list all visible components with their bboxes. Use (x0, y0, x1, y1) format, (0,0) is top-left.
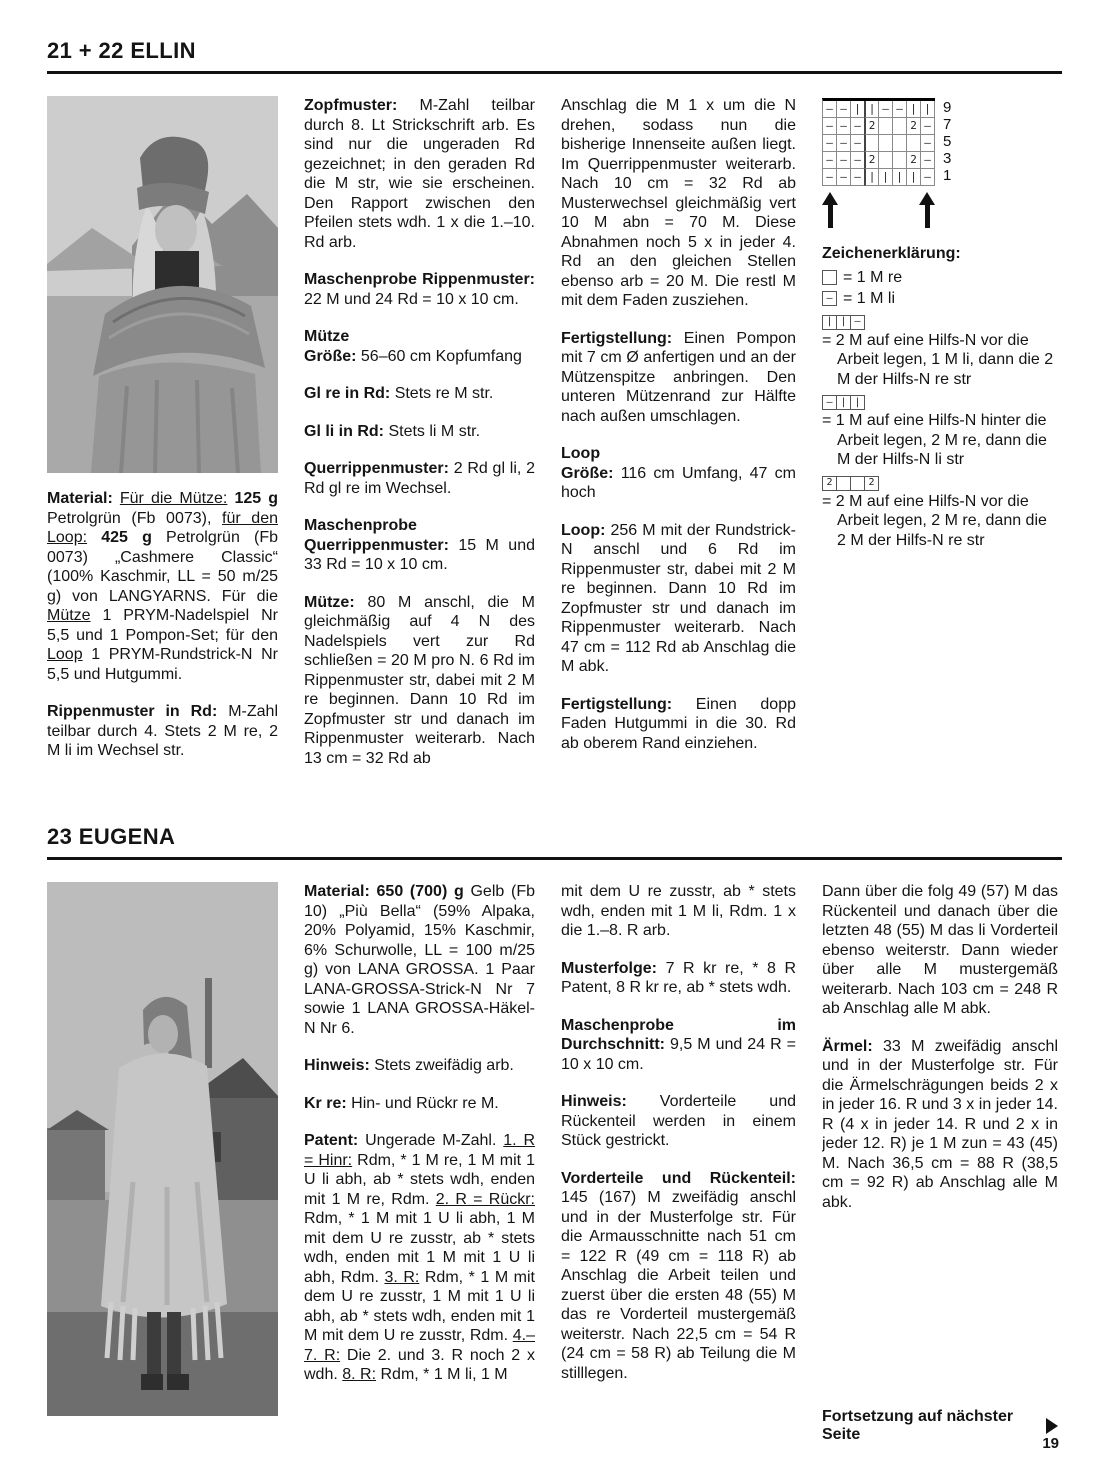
groesse-label: Größe: (304, 347, 357, 365)
chart-cell: | (851, 101, 865, 118)
vorderteile-rueckenteil-paragraph (561, 1169, 796, 1384)
next-page-arrow-icon (1046, 1418, 1058, 1434)
patent-seg: Rdm, * 1 M mit dem U re zusstr, 1 M mit 1 U li abh, ab * stets wdh, enden mit 1 M mit dem U re zusstr, Rdm. (304, 1268, 535, 1344)
groesse-text: 116 cm Umfang, 47 cm hoch (561, 464, 796, 501)
patent-row1-label: 1. R = Hinr: (304, 1132, 535, 1169)
cable-symbol-icon: | (836, 315, 851, 330)
section-title-eugena: 23 EUGENA (47, 824, 1062, 860)
paragraph-label: Hinweis: (561, 1093, 627, 1110)
paragraph-label: Ärmel: (822, 1037, 873, 1055)
material-seg: Petrolgrün (Fb 0073), (47, 509, 223, 527)
chart-row-number: 1 (943, 167, 952, 184)
chart-cell (879, 135, 893, 152)
chart-cell: 2 (907, 152, 921, 169)
chart-cell: – (921, 135, 935, 152)
ellin-columns (47, 96, 1062, 800)
paragraph-label: Patent: (304, 1132, 366, 1149)
chart-cell (907, 135, 921, 152)
chart-cell: | (879, 169, 893, 186)
maschenprobe-quer-paragraph (304, 516, 535, 575)
cable-symbol-icon: 2 (864, 476, 879, 491)
chart-cell: – (823, 135, 837, 152)
continuation-note (822, 1408, 1058, 1444)
material-seg: Gelb (Fb 10) „Più Bella“ (59% Alpaka, 20% Polyamid, 15% Kaschmir, 6% Schurwolle, LL = 100 m/25 g) von LANA GROSSA. 1 Paar LANA-GROSSA-Strick-N Nr 7 sowie 1 LANA GROSSA-Häkel-N Nr 6. (304, 883, 535, 1037)
cable-symbol-icon: – (822, 395, 837, 410)
chart-cell: – (837, 118, 851, 135)
chart-cell: – (837, 135, 851, 152)
section-eugena (47, 824, 1062, 1448)
rapport-arrow-right-icon (919, 192, 936, 228)
paragraph-text: Einen dopp Faden Hutgummi in die 30. Rd ab oberem Rand einziehen. (561, 695, 796, 752)
zopfmuster-paragraph (304, 96, 535, 252)
loop-heading: Loop (561, 445, 601, 462)
chart-cell: | (921, 101, 935, 118)
material-seg (87, 529, 101, 546)
page-number: 19 (1042, 1435, 1059, 1452)
photo-ellin-model (47, 96, 278, 473)
photo-eugena-model (47, 882, 278, 1416)
material-label: Material: (304, 883, 377, 900)
paragraph-text: Stets zweifädig arb. (374, 1057, 514, 1074)
rapport-arrows (822, 192, 936, 228)
rueckenteil-fortsetzung-paragraph (822, 882, 1058, 1019)
cable-symbol-icon: 2 (822, 476, 837, 491)
gl-li-paragraph (304, 422, 535, 442)
eugena-col4 (822, 882, 1058, 1448)
paragraph-label: Zopfmuster: (304, 97, 398, 114)
eugena-col1 (47, 882, 278, 1448)
legend-text: = 1 M li (843, 290, 896, 307)
patent-row2-label: 2. R = Rückr: (435, 1190, 535, 1208)
rapport-arrow-left-icon (822, 192, 839, 228)
paragraph-label: Mütze: (304, 593, 355, 611)
eugena-hinweis-paragraph (304, 1056, 535, 1076)
chart-cell: – (837, 152, 851, 169)
paragraph-text: 9,5 M und 24 R = 10 x 10 cm. (561, 1036, 796, 1073)
chart-cell: 2 (907, 118, 921, 135)
material-seg-muetze: Für die Mütze: (119, 490, 228, 507)
chart-cell (879, 152, 893, 169)
patent-seg: Rdm, * 1 M re, 1 M mit 1 U li abh, ab * stets wdh, enden mit 1 M re, Rdm. (304, 1151, 535, 1208)
muetze-fortsetzung-paragraph (561, 96, 796, 311)
paragraph-text: 80 M anschl, die M gleichmäßig auf 4 N des Nadelspiels vert zur Rd schließen = 20 M pro N. 6 Rd im Rippenmuster str, dabei mit 2 M re beginnen. Dann 10 Rd im Zopfmuster str und danach im Rippenmuster weiterarb. Nach 13 cm = 32 Rd ab (304, 593, 535, 767)
paragraph-label: Hinweis: (304, 1057, 370, 1074)
eugena-columns (47, 882, 1062, 1448)
paragraph-text: Einen Pompon mit 7 cm Ø anfertigen und an der Mützenspitze anbringen. Den unteren Mützenrand zur Hälfte nach außen umschlagen. (561, 329, 796, 425)
chart-cell: – (837, 169, 851, 186)
legend-entry-cable3-back-text: = 1 M auf eine Hilfs-N hinter die Arbeit legen, 2 M re, dann die M der Hilfs-N li str (822, 412, 1047, 468)
chart-cell: – (921, 118, 935, 135)
paragraph-label: Rippenmuster in Rd: (47, 703, 218, 720)
gl-re-paragraph (304, 384, 535, 404)
paragraph-label: Maschenprobe Rippenmuster: (304, 271, 535, 288)
musterfolge-paragraph (561, 959, 796, 998)
chart-cell: | (893, 169, 907, 186)
paragraph-text: 15 M und 33 Rd = 10 x 10 cm. (304, 536, 535, 573)
ellin-material-paragraph (47, 489, 278, 684)
legend-entry-knit (822, 268, 1058, 288)
material-seg: Petrolgrün (Fb 0073) „Cashmere Classic“ (100% Kaschmir, LL = 50 m/25 g) von LANGYARNS. Für die (47, 529, 278, 605)
chart-cell (893, 118, 907, 135)
chart-row-number: 7 (943, 116, 952, 133)
chart-row-numbers (943, 99, 951, 184)
chart-cell: – (921, 152, 935, 169)
hinweis-vorderteile-paragraph (561, 1092, 796, 1151)
chart-grid (822, 98, 935, 186)
material-seg: 1 PRYM-Rundstrick-N Nr 5,5 und Hutgummi. (47, 646, 278, 683)
paragraph-text: Anschlag die M 1 x um die N drehen, sodass nun die bisherige Innenseite außen liegt. Im Querrippenmuster weiterarb. Nach 10 cm = 32 Rd ab Musterwechsel gleichmäßig vert 10 M abn = 70 M. Diese Abnahmen noch 5 x in jeder 4. Rd an den gleichen Stellen ebenso arb = 20 M. Die restl M mit dem Faden zusziehen. (561, 97, 796, 309)
muetze-groesse-block (304, 327, 535, 366)
ellin-col4 (822, 96, 1058, 800)
paragraph-label: Fertigstellung: (561, 695, 673, 713)
chart-cell (879, 118, 893, 135)
paragraph-label: Loop: (561, 521, 606, 539)
ellin-col2 (304, 96, 535, 800)
chart-cell (893, 135, 907, 152)
fertigstellung-loop-paragraph (561, 695, 796, 754)
chart-cell: – (921, 169, 935, 186)
paragraph-label: Maschenprobe Querrippenmuster: (304, 517, 449, 554)
paragraph-text: 2 Rd gl li, 2 Rd gl re im Wechsel. (304, 460, 535, 497)
legend-entry-cable3-front-symbol (822, 315, 1058, 330)
chart-cell: – (823, 101, 837, 118)
patent-row3-label: 3. R: (384, 1268, 420, 1286)
paragraph-label: Vorderteile und Rückenteil: (561, 1169, 796, 1187)
chart-row-number: 9 (943, 99, 952, 116)
eugena-patent-paragraph (304, 1131, 535, 1385)
photo-eugena-illustration (47, 882, 278, 1416)
paragraph-label: Fertigstellung: (561, 329, 673, 347)
cable-symbol-icon (836, 476, 851, 491)
chart-cell: | (907, 169, 921, 186)
paragraph-text: Dann über die folg 49 (57) M das Rückenteil und danach über die letzten 48 (55) M das li Vorderteil ebenso weiterstr. Dann wieder über alle M mustergemäß weiterarb. Nach 103 cm = 248 R ab Anschlag alle M abk. (822, 883, 1058, 1017)
chart-cell: – (893, 101, 907, 118)
section-ellin (47, 38, 1062, 800)
loop-anleitung-paragraph (561, 521, 796, 677)
maschenprobe-durchschnitt-paragraph (561, 1016, 796, 1075)
material-seg: Loop (47, 646, 83, 663)
paragraph-label: Querrippenmuster: (304, 460, 449, 477)
legend-text: = 1 M re (843, 268, 903, 286)
paragraph-text: M-Zahl teilbar durch 8. Lt Strickschrift arb. Es sind nur die ungeraden Rd gezeichnet; in den geraden Rd die M str, wie sie erscheinen. Den Rapport zwischen den Pfeilen stets wdh. 1 x die 1.–10. Rd arb. (304, 97, 535, 251)
paragraph-text: Stets li M str. (388, 422, 481, 440)
legend-entry-purl (822, 289, 1058, 309)
patent-seg: Ungerade M-Zahl. (365, 1132, 504, 1149)
continuation-text: Fortsetzung auf nächster Seite (822, 1408, 1014, 1443)
eugena-kr-paragraph (304, 1094, 535, 1114)
loop-groesse-block (561, 444, 796, 503)
chart-cell: 2 (864, 118, 879, 135)
paragraph-text: 22 M und 24 Rd = 10 x 10 cm. (304, 290, 519, 308)
knit-stitch-icon (822, 270, 837, 285)
eugena-col2 (304, 882, 535, 1448)
cable-symbol-icon: | (850, 395, 865, 410)
paragraph-text: Vorderteile und Rückenteil werden in einem Stück gestrickt. (561, 1093, 796, 1149)
chart-cell: | (907, 101, 921, 118)
chart-row-number: 3 (943, 150, 952, 167)
muetze-heading: Mütze (304, 328, 350, 345)
legend-title: Zeichenerklärung: (822, 245, 961, 262)
chart-row-number: 5 (943, 133, 952, 150)
chart-cell: – (879, 101, 893, 118)
aermel-paragraph (822, 1037, 1058, 1213)
maschenprobe-rippen-paragraph (304, 270, 535, 309)
cable-symbol-icon: – (850, 315, 865, 330)
legend-entry-cable4-text: = 2 M auf eine Hilfs-N vor die Arbeit legen, 2 M re, dann die 2 M der Hilfs-N re str (822, 492, 1047, 549)
querrippen-paragraph (304, 459, 535, 498)
paragraph-text: Stets re M str. (394, 385, 494, 402)
photo-ellin-illustration (47, 96, 278, 473)
ellin-col3 (561, 96, 796, 800)
patent-row8-label: 8. R: (342, 1366, 377, 1383)
fertigstellung-muetze-paragraph (561, 329, 796, 427)
patent-seg: Rdm, * 1 M li, 1 M (376, 1366, 508, 1383)
chart-cell: – (823, 118, 837, 135)
chart-cell (864, 135, 879, 152)
material-label: Material: (47, 490, 120, 507)
patent-fortsetzung-paragraph (561, 882, 796, 941)
paragraph-label: Gl re in Rd: (304, 385, 391, 402)
legend-entry-cable3-front-text: = 2 M auf eine Hilfs-N vor die Arbeit legen, 1 M li, dann die 2 M der Hilfs-N re str (822, 331, 1054, 388)
legend-entry-cable3-back-symbol (822, 395, 1058, 410)
chart-cell (893, 152, 907, 169)
groesse-text: 56–60 cm Kopfumfang (360, 347, 522, 365)
chart-cell: – (851, 135, 865, 152)
paragraph-text: mit dem U re zusstr, ab * stets wdh, enden mit 1 M li, Rdm. 1 x die 1.–8. R arb. (561, 883, 796, 939)
material-amount-hat: 125 g (234, 490, 278, 507)
groesse-label: Größe: (561, 464, 614, 482)
chart-cell: 2 (864, 152, 879, 169)
paragraph-text: M-Zahl teilbar durch 4. Stets 2 M re, 2 M li im Wechsel str. (47, 703, 278, 759)
chart-cell: | (864, 169, 879, 186)
cable-symbol-icon (850, 476, 865, 491)
material-amount-loop: 425 g (101, 529, 152, 546)
paragraph-text: Hin- und Rückr re M. (351, 1094, 499, 1112)
patent-seg: Die 2. und 3. R noch 2 x wdh. (304, 1346, 535, 1383)
paragraph-text: 33 M zweifädig anschl und in der Musterfolge str. Für die Ärmelschrägungen beids 2 x in jeder 16. R und 3 x in jeder 14. R (4 x in jeder 14. R und 2 x in jeder 12. R) je 1 M zun = 43 (45) M. Nach 36,5 cm = 88 R (38,5 cm = 92 R) ab Anschlag alle M abk. (822, 1037, 1058, 1211)
patent-row47-label: 4.–7. R: (304, 1327, 535, 1364)
paragraph-label: Maschenprobe im Durchschnitt: (561, 1016, 796, 1053)
chart-cell: – (837, 101, 851, 118)
purl-stitch-icon: – (822, 291, 837, 306)
chart-cell: – (851, 169, 865, 186)
paragraph-label: Gl li in Rd: (304, 422, 384, 440)
material-seg-loop: für den Loop: (47, 509, 278, 546)
chart-cell: – (823, 152, 837, 169)
symbol-legend (822, 244, 1058, 550)
chart-cell: – (823, 169, 837, 186)
ellin-col1 (47, 96, 278, 800)
material-seg: 1 PRYM-Nadelspiel Nr 5,5 und 1 Pompon-Set; für den (47, 607, 278, 644)
ellin-rippenmuster-paragraph (47, 702, 278, 761)
knitting-chart (822, 98, 1058, 228)
material-amount: 650 (700) g (376, 883, 464, 900)
chart-cell: | (864, 101, 879, 118)
patent-seg: Rdm, * 1 M mit 1 U li abh, 1 M mit dem U re zusstr, ab * stets wdh, enden mit 1 M mit 1 U li abh, Rdm. (304, 1210, 535, 1286)
cable-symbol-icon: | (822, 315, 837, 330)
paragraph-label: Musterfolge: (561, 959, 657, 977)
paragraph-label: Kr re: (304, 1094, 347, 1112)
material-seg: Mütze (47, 607, 91, 624)
eugena-material-paragraph (304, 882, 535, 1038)
paragraph-text: 256 M mit der Rundstrick-N anschl und 6 Rd im Rippenmuster str, dabei mit 2 M re beginnen. Dann 10 Rd im Zopfmuster str und danach im Rippenmuster weiterarb. Nach 47 cm = 112 Rd ab Anschlag die M abk. (561, 521, 796, 675)
cable-symbol-icon: | (836, 395, 851, 410)
section-title-ellin: 21 + 22 ELLIN (47, 38, 1062, 74)
paragraph-text: 7 R kr re, * 8 R Patent, 8 R kr re, ab * stets wdh. (561, 959, 796, 996)
chart-cell: – (851, 118, 865, 135)
paragraph-text: 145 (167) M zweifädig anschl und in der Musterfolge str. Für die Armausschnitte nach 51 cm = 122 R (49 cm = 118 R) ab Anschlag die Arbeit teilen und zuerst über die ersten 48 (55) M das re Vorderteil mustergemäß weiterstr. Nach 22,5 cm = 54 R (24 cm = 58 R) ab Teilung die M stilllegen. (561, 1189, 796, 1382)
chart-cell: – (851, 152, 865, 169)
legend-entry-cable4-symbol (822, 476, 1058, 491)
muetze-anleitung-paragraph (304, 593, 535, 769)
eugena-col3 (561, 882, 796, 1448)
